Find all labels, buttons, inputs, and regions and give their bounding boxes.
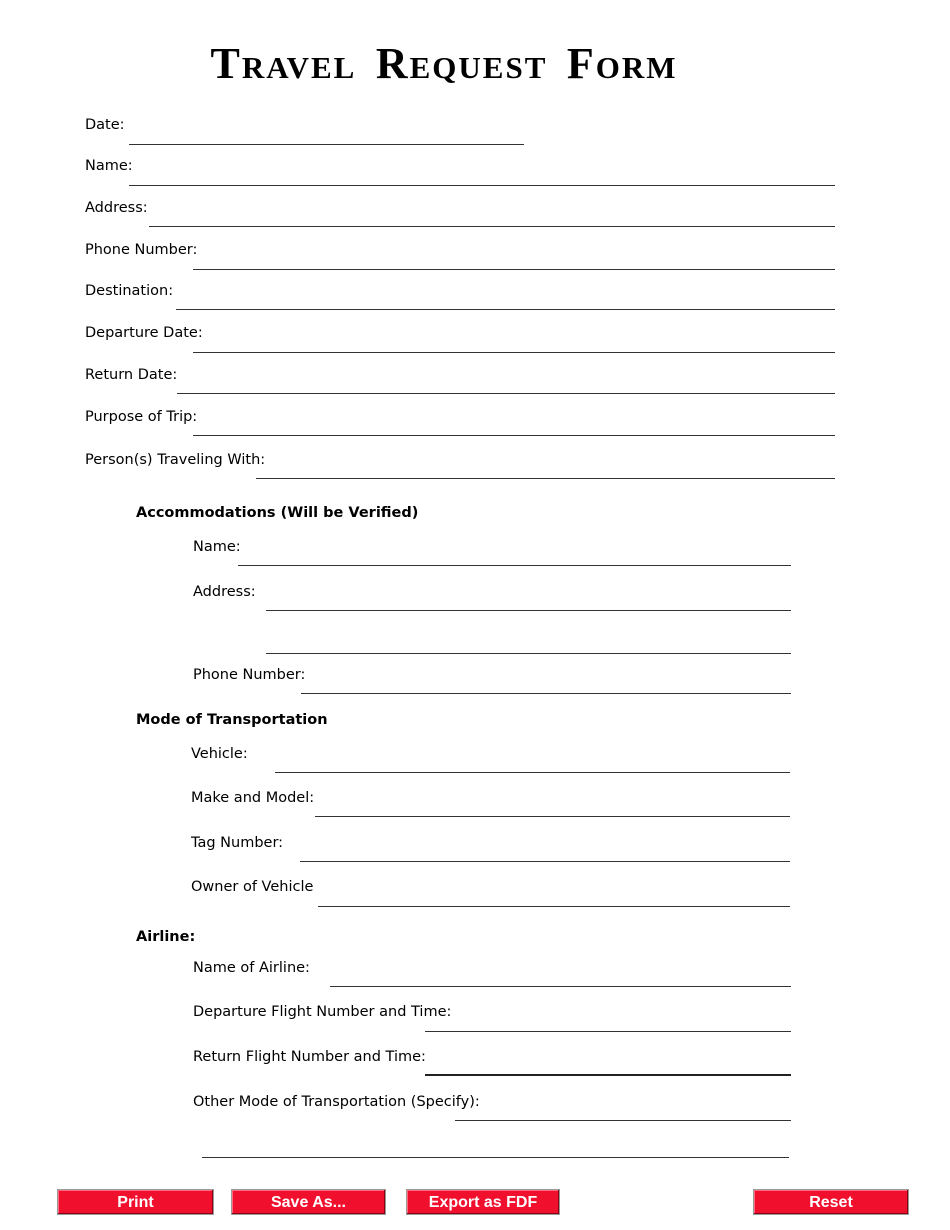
departure-date-label: Departure Date:: [85, 325, 203, 341]
address-label: Address:: [85, 200, 148, 216]
other-transport-field[interactable]: [455, 1120, 791, 1121]
tag-number-label: Tag Number:: [191, 835, 284, 851]
persons-label: Person(s) Traveling With:: [85, 452, 266, 468]
vehicle-label: Vehicle:: [191, 746, 248, 762]
title-word-form: Form: [566, 39, 678, 88]
save-as-button[interactable]: Save As...: [231, 1189, 386, 1215]
print-button[interactable]: Print: [57, 1189, 214, 1215]
persons-field[interactable]: [256, 478, 835, 479]
owner-field[interactable]: [318, 906, 790, 907]
accommodations-heading: Accommodations (Will be Verified): [136, 505, 419, 521]
return-date-field[interactable]: [177, 393, 835, 394]
owner-label: Owner of Vehicle: [191, 879, 314, 895]
accommodation-address-field[interactable]: [266, 610, 791, 611]
destination-label: Destination:: [85, 283, 174, 299]
title-word-request: Request: [375, 39, 548, 88]
page-title: [0, 38, 888, 89]
phone-label: Phone Number:: [85, 242, 198, 258]
make-model-label: Make and Model:: [191, 790, 315, 806]
address-field[interactable]: [149, 226, 835, 227]
accommodation-phone-field[interactable]: [301, 693, 791, 694]
date-field[interactable]: [129, 144, 524, 145]
purpose-label: Purpose of Trip:: [85, 409, 198, 425]
airline-name-label: Name of Airline:: [193, 960, 310, 976]
name-field[interactable]: [129, 185, 835, 186]
transportation-heading: Mode of Transportation: [136, 712, 328, 728]
return-flight-field[interactable]: [425, 1074, 791, 1076]
accommodation-phone-label: Phone Number:: [193, 667, 306, 683]
return-date-label: Return Date:: [85, 367, 178, 383]
departure-date-field[interactable]: [193, 352, 835, 353]
title-word-travel: Travel: [210, 39, 357, 88]
return-flight-label: Return Flight Number and Time:: [193, 1049, 426, 1065]
airline-name-field[interactable]: [330, 986, 791, 987]
vehicle-field[interactable]: [275, 772, 790, 773]
other-transport-field-2[interactable]: [202, 1157, 789, 1158]
name-label: Name:: [85, 158, 133, 174]
departure-flight-label: Departure Flight Number and Time:: [193, 1004, 452, 1020]
accommodation-address-label: Address:: [193, 584, 256, 600]
tag-number-field[interactable]: [300, 861, 790, 862]
departure-flight-field[interactable]: [425, 1031, 791, 1032]
reset-button[interactable]: Reset: [753, 1189, 909, 1215]
destination-field[interactable]: [176, 309, 835, 310]
make-model-field[interactable]: [315, 816, 790, 817]
export-fdf-button[interactable]: Export as FDF: [406, 1189, 560, 1215]
phone-field[interactable]: [193, 269, 835, 270]
accommodation-address-field-2[interactable]: [266, 653, 791, 654]
other-transport-label: Other Mode of Transportation (Specify):: [193, 1094, 480, 1110]
airline-heading: Airline:: [136, 929, 196, 945]
accommodation-name-field[interactable]: [238, 565, 791, 566]
purpose-field[interactable]: [193, 435, 835, 436]
accommodation-name-label: Name:: [193, 539, 241, 555]
date-label: Date:: [85, 117, 125, 133]
